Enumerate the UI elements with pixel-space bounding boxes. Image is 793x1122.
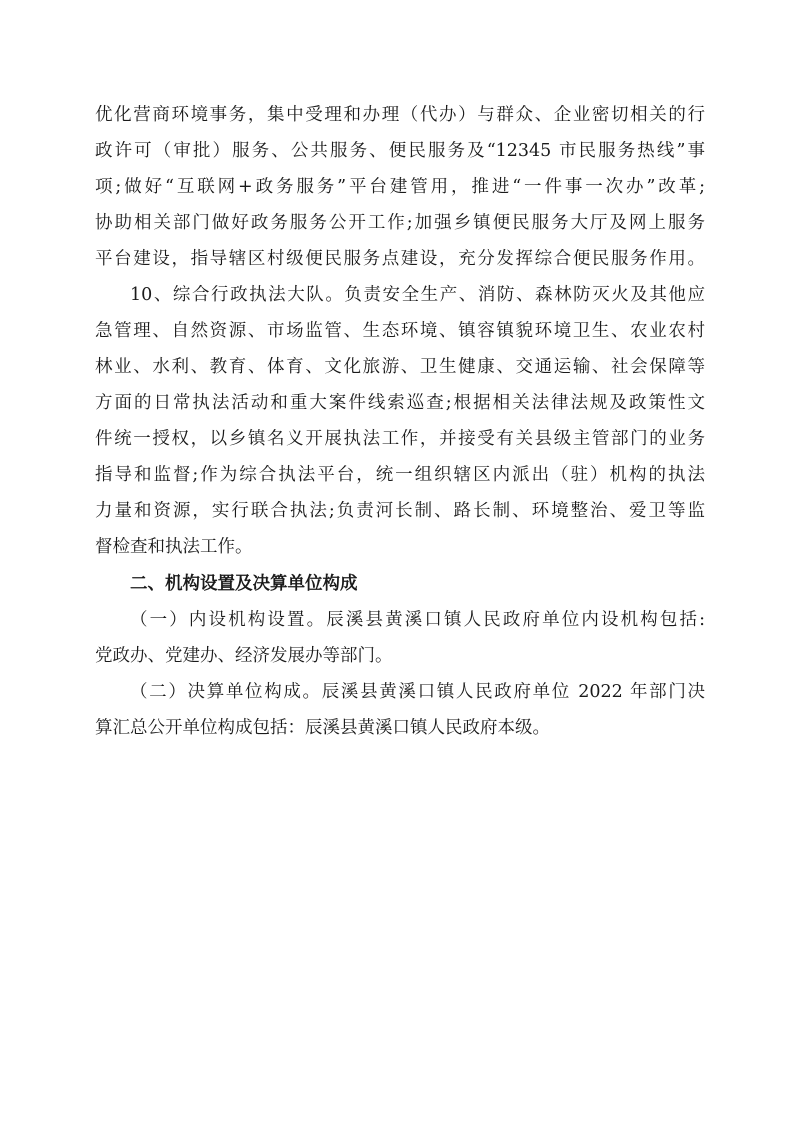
section-heading: 二、机构设置及决算单位构成	[130, 574, 358, 594]
paragraph-line: 急管理、自然资源、市场监管、生态环境、镇容镇貌环境卫生、农业农村	[95, 321, 705, 341]
paragraph-line: 力量和资源，实行联合执法;负责河长制、路长制、环境整治、爱卫等监	[95, 501, 705, 521]
paragraph-line: 优化营商环境事务，集中受理和办理（代办）与群众、企业密切相关的行	[95, 105, 705, 125]
paragraph-line: 平台建设，指导辖区村级便民服务点建设，充分发挥综合便民服务作用。	[95, 249, 705, 269]
paragraph-line: 协助相关部门做好政务服务公开工作;加强乡镇便民服务大厅及网上服务	[95, 213, 705, 233]
paragraph-line: 督检查和执法工作。	[95, 537, 253, 557]
paragraph-line: 指导和监督;作为综合执法平台，统一组织辖区内派出（驻）机构的执法	[95, 465, 705, 485]
paragraph-line: 政许可（审批）服务、公共服务、便民服务及“12345 市民服务热线”事	[95, 141, 705, 161]
paragraph-line: 算汇总公开单位构成包括：辰溪县黄溪口镇人民政府本级。	[95, 718, 550, 738]
paragraph-line: 件统一授权，以乡镇名义开展执法工作，并接受有关县级主管部门的业务	[95, 429, 705, 449]
paragraph-line: 10、综合行政执法大队。负责安全生产、消防、森林防灭火及其他应	[130, 285, 705, 305]
paragraph-line: （一）内设机构设置。辰溪县黄溪口镇人民政府单位内设机构包括:	[130, 610, 705, 630]
paragraph-line: 林业、水利、教育、体育、文化旅游、卫生健康、交通运输、社会保障等	[95, 357, 705, 377]
paragraph-line: 党政办、党建办、经济发展办等部门。	[95, 646, 393, 666]
paragraph-line: 项;做好“互联网+政务服务”平台建管用，推进“一件事一次办”改革;	[95, 177, 705, 197]
paragraph-line: 方面的日常执法活动和重大案件线索巡查;根据相关法律法规及政策性文	[95, 393, 705, 413]
paragraph-line: （二）决算单位构成。辰溪县黄溪口镇人民政府单位 2022 年部门决	[130, 682, 705, 702]
